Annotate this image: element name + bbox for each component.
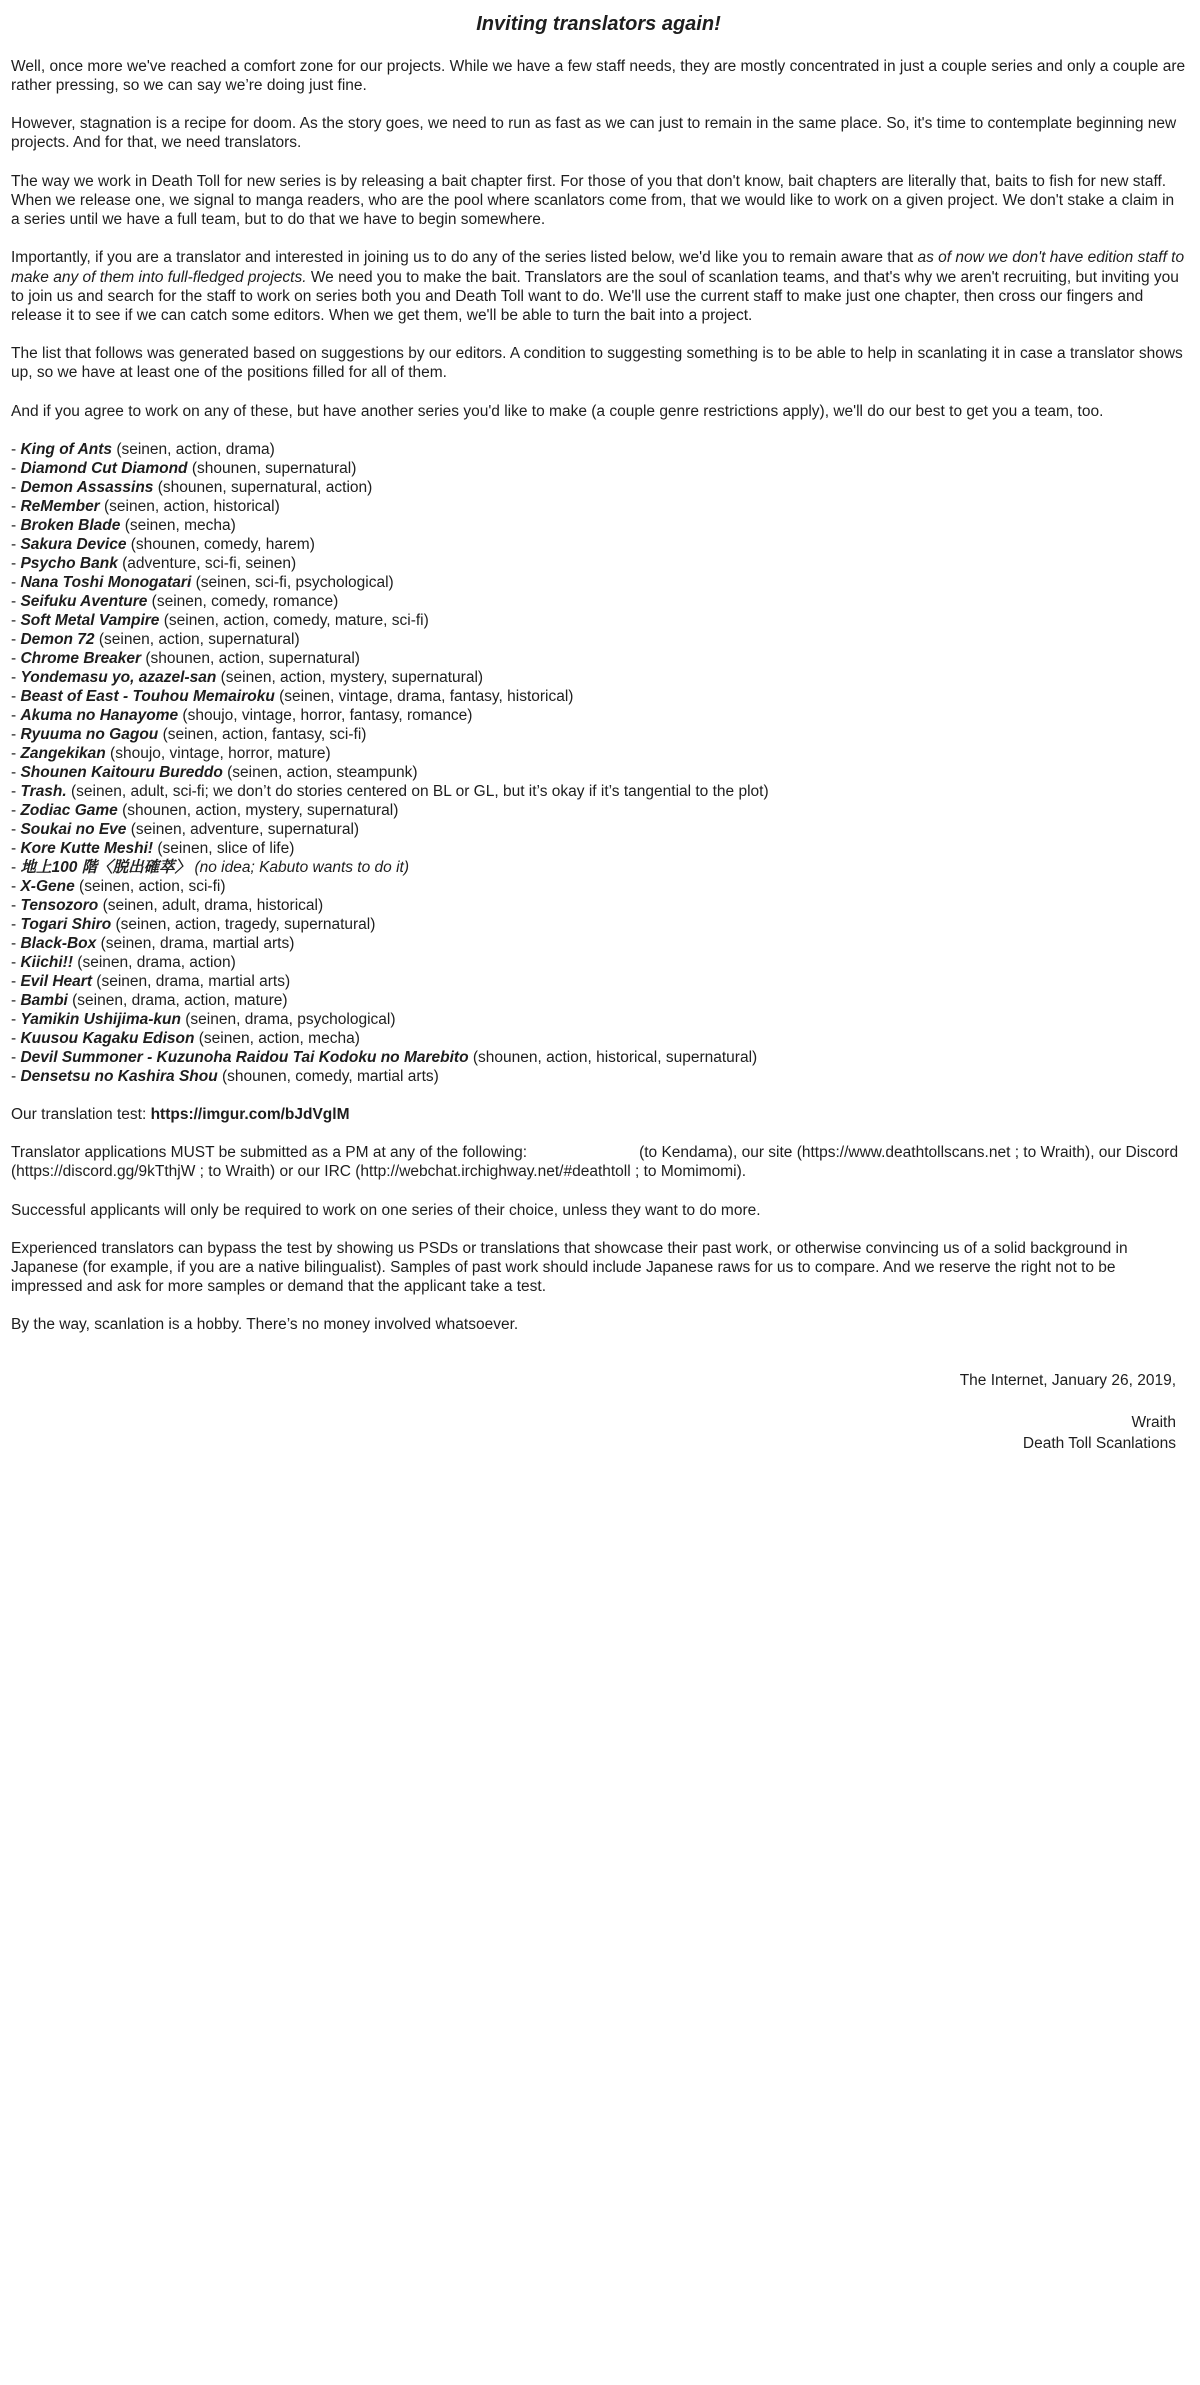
applications-before-gap: Translator applications MUST be submitted as a PM at any of the following: xyxy=(11,1144,528,1162)
series-title: Kore Kutte Meshi! xyxy=(20,839,154,857)
series-dash: - xyxy=(11,763,21,781)
series-item xyxy=(11,991,1186,1010)
series-item xyxy=(11,801,1186,820)
series-item xyxy=(11,668,1186,687)
signoff-block xyxy=(11,1412,1176,1454)
series-item xyxy=(11,763,1186,782)
signoff-date: The Internet, January 26, 2019, xyxy=(959,1371,1176,1389)
series-meta: (seinen, action, steampunk) xyxy=(222,763,418,781)
series-dash: - xyxy=(11,516,21,534)
series-list xyxy=(11,440,1186,1086)
translation-test-url: https://imgur.com/bJdVglM xyxy=(150,1105,350,1123)
series-meta: (seinen, drama, martial arts) xyxy=(96,934,295,952)
series-dash: - xyxy=(11,725,21,743)
series-dash: - xyxy=(11,706,21,724)
series-item xyxy=(11,478,1186,497)
series-title: Yamikin Ushijima-kun xyxy=(20,1010,181,1028)
series-dash: - xyxy=(11,649,21,667)
series-title: Devil Summoner - Kuzunoha Raidou Tai Kodoku no Marebito xyxy=(20,1048,469,1066)
series-title: Nana Toshi Monogatari xyxy=(20,573,192,591)
series-title: Seifuku Aventure xyxy=(20,592,148,610)
series-dash: - xyxy=(11,687,21,705)
series-dash: - xyxy=(11,554,21,572)
series-item xyxy=(11,535,1186,554)
series-dash: - xyxy=(11,1067,21,1085)
series-item xyxy=(11,573,1186,592)
series-dash: - xyxy=(11,877,21,895)
series-title: Psycho Bank xyxy=(20,554,118,572)
series-dash: - xyxy=(11,1010,21,1028)
series-meta: (seinen, slice of life) xyxy=(153,839,295,857)
paragraph-successful-applicants: Successful applicants will only be required to work on one series of their choice, unless they want to do more. xyxy=(11,1201,761,1219)
series-meta: (seinen, action, mystery, supernatural) xyxy=(216,668,484,686)
series-item xyxy=(11,687,1186,706)
series-meta: (seinen, action, supernatural) xyxy=(94,630,300,648)
signoff-name: Wraith xyxy=(1131,1413,1176,1431)
paragraph-importantly-italic: as of now we don't have edition staff to make any of them into full-fledged projects. xyxy=(11,249,1185,286)
series-meta: (shoujo, vintage, horror, mature) xyxy=(105,744,331,762)
series-title: Demon Assassins xyxy=(20,478,154,496)
applications-paragraph xyxy=(11,1143,1186,1181)
series-title: Chrome Breaker xyxy=(20,649,142,667)
series-item xyxy=(11,554,1186,573)
series-title: Kiichi!! xyxy=(20,953,73,971)
series-meta: (shounen, action, mystery, supernatural) xyxy=(117,801,399,819)
series-meta: (shoujo, vintage, horror, fantasy, romance) xyxy=(178,706,473,724)
paragraph-importantly-after: We need you to make the bait. Translators are the soul of scanlation teams, and that's why we aren't recruiting, but inviting you to join us and search for the staff to work on series both you and Death Toll want to do. We'll use the current staff to make just one chapter, then cross our fingers and release it to see if we can catch some editors. When we get them, we'll be able to turn the bait into a project. xyxy=(11,268,1179,324)
series-meta: (seinen, drama, martial arts) xyxy=(91,972,291,990)
series-dash: - xyxy=(11,440,21,458)
paragraph-other-series: And if you agree to work on any of these, but have another series you'd like to make (a couple genre restrictions apply), we'll do our best to get you a team, too. xyxy=(11,402,1104,420)
series-title: Shounen Kaitouru Bureddo xyxy=(20,763,223,781)
series-meta: (shounen, action, historical, supernatural) xyxy=(468,1048,758,1066)
series-meta: (seinen, adventure, supernatural) xyxy=(126,820,360,838)
series-title: Soukai no Eve xyxy=(20,820,127,838)
series-title: Black-Box xyxy=(20,934,97,952)
series-dash: - xyxy=(11,611,21,629)
series-title: Sakura Device xyxy=(20,535,127,553)
series-dash: - xyxy=(11,858,21,876)
series-dash: - xyxy=(11,497,21,515)
series-meta: (shounen, comedy, harem) xyxy=(126,535,315,553)
series-meta: (seinen, adult, drama, historical) xyxy=(98,896,324,914)
series-dash: - xyxy=(11,478,21,496)
paragraph-list-origin: The list that follows was generated based on suggestions by our editors. A condition to suggesting something is to be able to help in scanlating it in case a translator shows up, so we have at least one of the positions filled for all of them. xyxy=(11,345,1183,382)
series-dash: - xyxy=(11,839,21,857)
series-dash: - xyxy=(11,668,21,686)
series-dash: - xyxy=(11,744,21,762)
series-title: Broken Blade xyxy=(20,516,121,534)
series-title: Yondemasu yo, azazel-san xyxy=(20,668,217,686)
paragraph-hobby-note: By the way, scanlation is a hobby. There’s no money involved whatsoever. xyxy=(11,1316,519,1334)
series-item xyxy=(11,953,1186,972)
series-item xyxy=(11,630,1186,649)
series-dash: - xyxy=(11,801,21,819)
series-meta: (seinen, action, tragedy, supernatural) xyxy=(111,915,376,933)
series-meta: (seinen, vintage, drama, fantasy, historical) xyxy=(274,687,574,705)
series-meta: (seinen, action, sci-fi) xyxy=(74,877,226,895)
series-title: Akuma no Hanayome xyxy=(20,706,179,724)
series-meta: (seinen, drama, action) xyxy=(73,953,236,971)
paragraph-importantly xyxy=(11,248,1186,325)
series-title: Zodiac Game xyxy=(20,801,118,819)
series-meta: (seinen, comedy, romance) xyxy=(147,592,339,610)
series-dash: - xyxy=(11,782,21,800)
series-item xyxy=(11,782,1186,801)
series-item xyxy=(11,744,1186,763)
series-item xyxy=(11,839,1186,858)
series-title: Zangekikan xyxy=(20,744,106,762)
series-item xyxy=(11,440,1186,459)
series-title: Demon 72 xyxy=(20,630,95,648)
series-title: Kuusou Kagaku Edison xyxy=(20,1029,195,1047)
series-title: Trash. xyxy=(20,782,67,800)
series-item xyxy=(11,915,1186,934)
series-dash: - xyxy=(11,991,21,1009)
signoff-group: Death Toll Scanlations xyxy=(1022,1434,1176,1452)
paragraph-bait-chapters: The way we work in Death Toll for new series is by releasing a bait chapter first. For those of you that don't know, bait chapters are literally that, baits to fish for new staff. When we release one, we signal to manga readers, who are the pool where scanlators come from, that we would like to work on a given project. We don't stake a claim in a series until we have a full team, but to do that we have to begin somewhere. xyxy=(11,172,1175,229)
series-meta: (seinen, action, drama) xyxy=(112,440,275,458)
series-meta: (shounen, supernatural, action) xyxy=(153,478,373,496)
series-title: 地上100 階〈脱出確萃〉 xyxy=(20,858,191,876)
series-item xyxy=(11,497,1186,516)
series-item xyxy=(11,972,1186,991)
page-title: Inviting translators again! xyxy=(476,13,721,35)
series-dash: - xyxy=(11,592,21,610)
series-meta: (seinen, drama, action, mature) xyxy=(67,991,288,1009)
series-meta: (seinen, action, mecha) xyxy=(194,1029,360,1047)
series-title: Diamond Cut Diamond xyxy=(20,459,188,477)
series-title: King of Ants xyxy=(20,440,113,458)
series-dash: - xyxy=(11,972,21,990)
series-dash: - xyxy=(11,1048,21,1066)
series-meta: (seinen, action, historical) xyxy=(99,497,280,515)
series-dash: - xyxy=(11,459,21,477)
series-title: Evil Heart xyxy=(20,972,92,990)
series-title: Densetsu no Kashira Shou xyxy=(20,1067,218,1085)
series-dash: - xyxy=(11,535,21,553)
series-meta: (shounen, comedy, martial arts) xyxy=(217,1067,439,1085)
series-item xyxy=(11,877,1186,896)
series-item xyxy=(11,725,1186,744)
series-meta: (adventure, sci-fi, seinen) xyxy=(117,554,297,572)
series-dash: - xyxy=(11,934,21,952)
series-meta: (seinen, adult, sci-fi; we don’t do stories centered on BL or GL, but it’s okay if it’s tangential to the plot) xyxy=(66,782,769,800)
series-item xyxy=(11,592,1186,611)
series-meta: (seinen, action, fantasy, sci-fi) xyxy=(158,725,367,743)
series-title: Bambi xyxy=(20,991,68,1009)
series-meta: (seinen, action, comedy, mature, sci-fi) xyxy=(159,611,429,629)
series-dash: - xyxy=(11,915,21,933)
series-item xyxy=(11,1067,1186,1086)
series-title: Ryuuma no Gagou xyxy=(20,725,159,743)
series-meta: (seinen, drama, psychological) xyxy=(180,1010,396,1028)
series-title: Soft Metal Vampire xyxy=(20,611,160,629)
series-title: X-Gene xyxy=(20,877,75,895)
series-item xyxy=(11,706,1186,725)
series-dash: - xyxy=(11,896,21,914)
paragraph-intro: Well, once more we've reached a comfort zone for our projects. While we have a few staff needs, they are mostly concentrated in just a couple series and only a couple are rather pressing, so we can say we’re doing just fine. xyxy=(11,57,1186,95)
series-dash: - xyxy=(11,573,21,591)
series-dash: - xyxy=(11,1029,21,1047)
translation-test-line xyxy=(11,1105,1186,1124)
series-item xyxy=(11,516,1186,535)
paragraph-stagnation: However, stagnation is a recipe for doom. As the story goes, we need to run as fast as we can just to remain in the same place. So, it's time to contemplate beginning new projects. And for that, we need translators. xyxy=(11,115,1177,152)
series-meta: (shounen, action, supernatural) xyxy=(141,649,360,667)
series-dash: - xyxy=(11,630,21,648)
series-item xyxy=(11,1048,1186,1067)
series-meta: (no idea; Kabuto wants to do it) xyxy=(190,858,409,876)
series-item xyxy=(11,934,1186,953)
series-meta: (seinen, mecha) xyxy=(120,516,236,534)
series-dash: - xyxy=(11,953,21,971)
series-title: ReMember xyxy=(20,497,100,515)
series-title: Togari Shiro xyxy=(20,915,112,933)
series-item xyxy=(11,820,1186,839)
series-item xyxy=(11,1010,1186,1029)
series-item xyxy=(11,858,1186,877)
series-title: Beast of East - Touhou Memairoku xyxy=(20,687,275,705)
series-meta: (seinen, sci-fi, psychological) xyxy=(191,573,394,591)
series-item xyxy=(11,611,1186,630)
series-item xyxy=(11,649,1186,668)
series-title: Tensozoro xyxy=(20,896,99,914)
series-item xyxy=(11,1029,1186,1048)
translation-test-label: Our translation test: xyxy=(11,1105,151,1123)
series-item xyxy=(11,459,1186,478)
series-dash: - xyxy=(11,820,21,838)
series-meta: (shounen, supernatural) xyxy=(187,459,357,477)
applications-after-gap: (to Kendama), our site (https://www.deathtollscans.net ; to Wraith), our Discord (https://discord.gg/9kTthjW ; to Wraith) or our IRC (http://webchat.irchighway.net/#deathtoll ; to Momimomi). xyxy=(11,1144,1179,1181)
paragraph-importantly-before: Importantly, if you are a translator and interested in joining us to do any of the series listed below, we'd like you to remain aware that xyxy=(11,249,918,267)
series-item xyxy=(11,896,1186,915)
paragraph-experienced-translators: Experienced translators can bypass the test by showing us PSDs or translations that showcase their past work, or otherwise convincing us of a solid background in Japanese (for example, if you are a native bilingualist). Samples of past work should include Japanese raws for us to compare. And we reserve the right not to be impressed and ask for more samples or demand that the applicant take a test. xyxy=(11,1239,1128,1296)
